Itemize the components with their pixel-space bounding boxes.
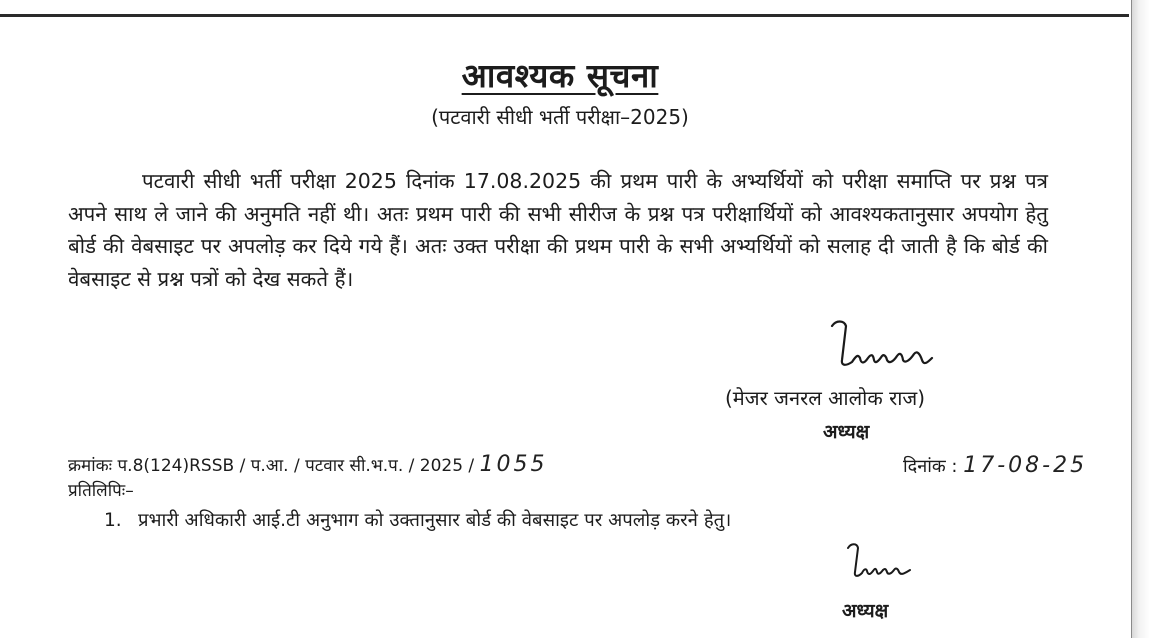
- copy-signatory-designation: अध्यक्ष: [842, 600, 889, 622]
- notice-title-text: आवश्यक सूचना: [461, 56, 659, 95]
- reference-line: [68, 452, 548, 477]
- top-border-line: [0, 14, 1129, 17]
- signature-mark: [826, 316, 936, 374]
- page-edge: [1131, 0, 1149, 638]
- signatory-designation: अध्यक्ष: [823, 421, 870, 443]
- date-line: [903, 453, 1087, 478]
- copy-item-text: प्रभारी अधिकारी आई.टी अनुभाग को उक्तानुसार बोर्ड की वेबसाइट पर अपलोड़ करने हेतु।: [138, 510, 732, 531]
- reference-number-handwritten: 1055: [479, 452, 548, 477]
- notice-subtitle: (पटवारी सीधी भर्ती परीक्षा–2025): [431, 105, 689, 129]
- notice-body: पटवारी सीधी भर्ती परीक्षा 2025 दिनांक 17.08.2025 की प्रथम पारी के अभ्यर्थियों को परीक्षा समाप्ति पर प्रश्न पत्र अपने साथ ले जाने की अनुमति नहीं थी। अतः प्रथम पारी की सभी सीरीज के प्रश्न पत्र परीक्षार्थियों को आवश्यकतानुसार अपयोग हेतु बोर्ड की वेबसाइट पर अपलोड़ कर दिये गये हैं। अतः उक्त परीक्षा की प्रथम पारी के सभी अभ्यर्थियों को सलाह दी जाती है कि बोर्ड की वेबसाइट से प्रश्न पत्रों को देख सकते हैं।: [68, 169, 1048, 291]
- date-label: दिनांक :: [903, 456, 958, 477]
- copy-item-number: 1.: [104, 510, 122, 531]
- copy-list-item: [104, 507, 731, 532]
- signature-mark-copy: [844, 540, 914, 582]
- reference-label: क्रमांकः प.8(124)RSSB / प.आ. / पटवार सी.भ.प. / 2025 /: [68, 456, 475, 476]
- date-handwritten: 17-08-25: [963, 453, 1088, 478]
- copy-label: प्रतिलिपिः–: [68, 481, 134, 501]
- signatory-name: (मेजर जनरल आलोक राज): [725, 386, 926, 410]
- notice-title: [0, 52, 1120, 97]
